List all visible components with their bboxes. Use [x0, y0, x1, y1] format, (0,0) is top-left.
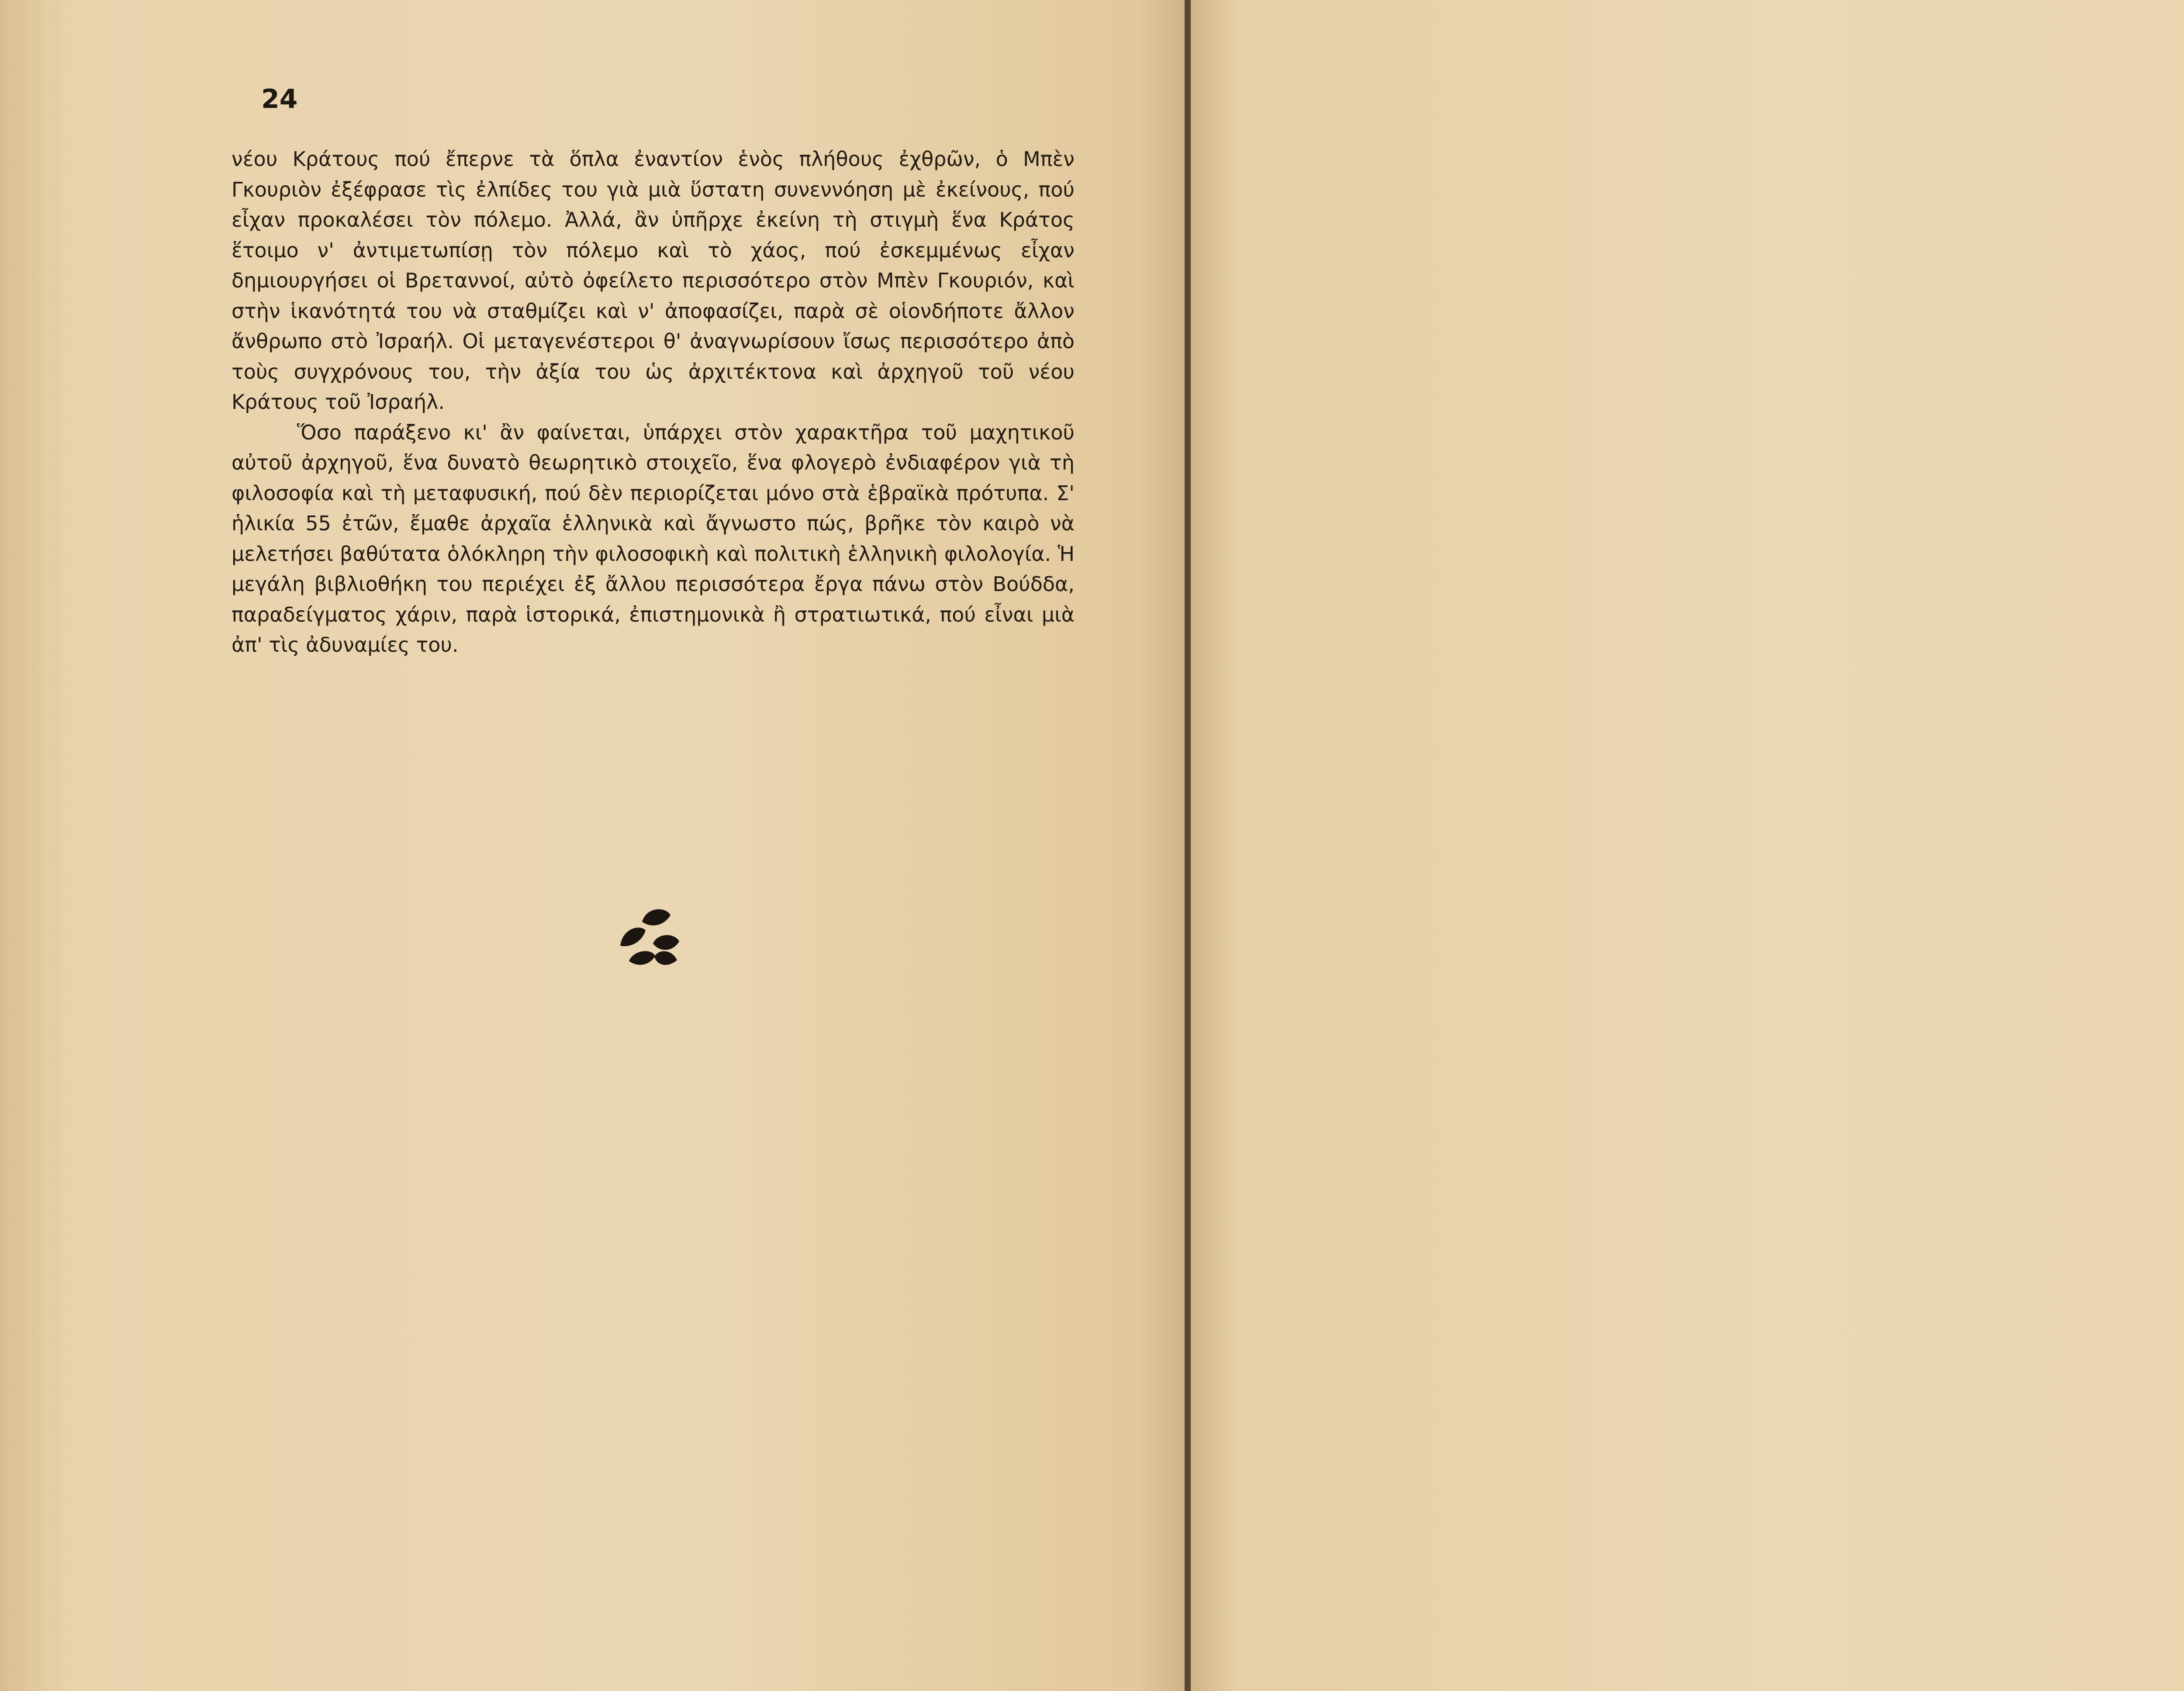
left-paragraph-1: νέου Κράτους πού ἔπερνε τὰ ὅπλα ἐναντίον ἑνὸς πλήθους ἐχθρῶν, ὁ Μπὲν Γκουριὸν ἐξέφρασε τὶς ἐλπίδες του γιὰ μιὰ ὕστατη συνεννόηση μὲ ἐκείνους, πού εἶχαν προκαλέσει τὸν πόλεμο. Ἀλλά, ἂν ὑπῆρχε ἐκείνη τὴ στιγμὴ ἕνα Κράτος ἕτοιμο ν' ἀντιμετωπίσῃ τὸν πόλεμο καὶ τὸ χάος, πού ἐσκεμμένως εἶχαν δημιουργήσει οἱ Βρεταννοί, αὐτὸ ὀφείλετο περισσότερο στὸν Μπὲν Γκουριόν, καὶ στὴν ἱκανότητά του νὰ σταθμίζει καὶ ν' ἀποφασίζει, παρὰ σὲ οἱονδήποτε ἄλλον ἄνθρωπο στὸ Ἰσραήλ. Οἱ μεταγενέστεροι θ' ἀναγνωρίσουν ἴσως περισσότερο ἀπὸ τοὺς συγχρόνους του, τὴν ἀξία του ὡς ἀρχιτέκτονα καὶ ἀρχηγοῦ τοῦ νέου Κράτους τοῦ Ἰσραήλ. [232, 147, 1075, 414]
book-gutter [1185, 0, 1191, 1691]
page-number-left: 24 [261, 84, 298, 114]
leaf-ornament-icon [616, 904, 681, 970]
right-page [1191, 0, 2184, 1691]
left-paragraph-2: Ὅσο παράξενο κι' ἂν φαίνεται, ὑπάρχει στὸν χαρακτῆρα τοῦ μαχητικοῦ αὐτοῦ ἀρχηγοῦ, ἕνα δυνατὸ θεωρητικὸ στοιχεῖο, ἕνα φλογερὸ ἐνδιαφέρον γιὰ τὴ φιλοσοφία καὶ τὴ μεταφυσική, πού δὲν περιορίζεται μόνο στὰ ἑβραϊκὰ πρότυπα. Σ' ἡλικία 55 ἐτῶν, ἔμαθε ἀρχαῖα ἑλληνικὰ καὶ ἄγνωστο πώς, βρῆκε τὸν καιρὸ νὰ μελετήσει βαθύτατα ὁλόκληρη τὴν φιλοσοφικὴ καὶ πολιτικὴ ἑλληνικὴ φιλολογία. Ἡ μεγάλη βιβλιοθήκη του περιέχει ἐξ ἄλλου περισσότερα ἔργα πάνω στὸν Βούδδα, παραδείγματος χάριν, παρὰ ἱστορικά, ἐπιστημονικὰ ἢ στρατιωτικά, πού εἶναι μιὰ ἀπ' τὶς ἀδυναμίες του. [232, 420, 1075, 657]
left-page-body [232, 144, 1075, 660]
